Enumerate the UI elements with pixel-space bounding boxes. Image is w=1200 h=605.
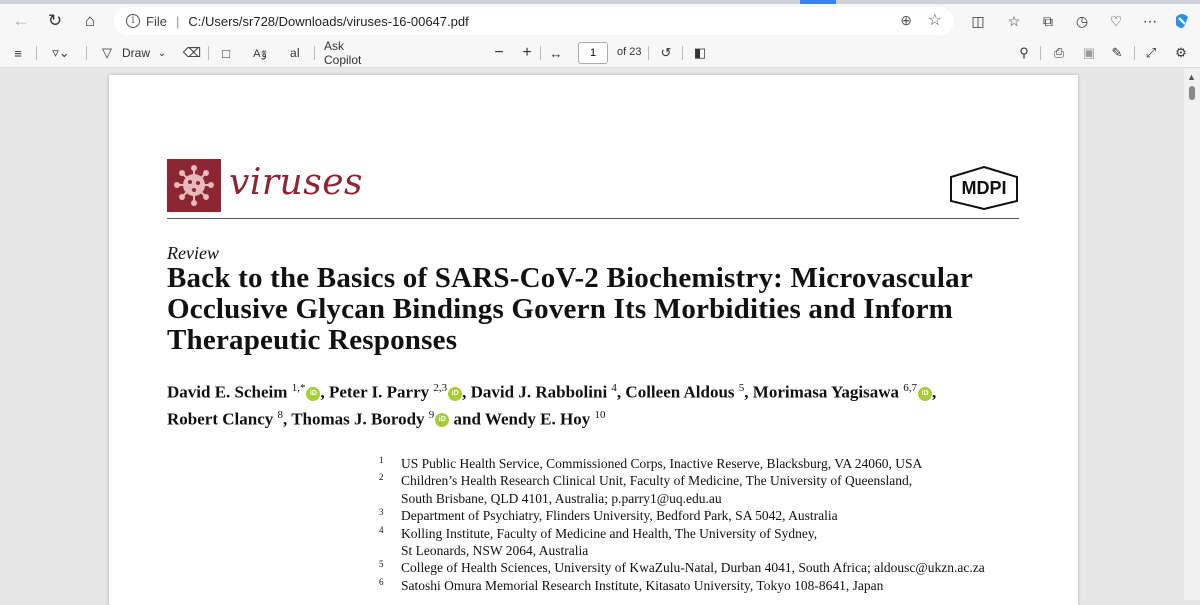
affiliation-text: South Brisbane, QLD 4101, Australia; p.parry1@uq.edu.au <box>401 490 722 506</box>
page-count-label: of 23 <box>617 46 642 58</box>
fullscreen-icon[interactable]: ⤢ <box>1145 45 1157 60</box>
affiliation-item <box>377 455 1017 472</box>
author-affiliation-number: 5 <box>738 382 745 394</box>
author-separator: , <box>462 382 471 402</box>
affiliation-number: 5 <box>379 559 384 570</box>
author-affiliation-number: 8 <box>277 408 283 421</box>
pdf-page <box>109 75 1078 605</box>
copilot-icon[interactable] <box>1170 10 1194 32</box>
author-list <box>167 377 1027 430</box>
history-icon[interactable]: ◷ <box>1075 12 1089 29</box>
affiliation-item <box>377 559 1017 576</box>
header-rule <box>167 218 1019 219</box>
affiliation-item <box>377 525 1017 560</box>
text-box-icon[interactable]: □ <box>222 45 230 61</box>
draw-icon[interactable]: ▽ <box>102 45 112 60</box>
toolbar-divider <box>1040 46 1041 60</box>
author-affiliation-number: 1,* <box>291 382 306 394</box>
scroll-up-arrow-icon[interactable]: ▲ <box>1187 72 1196 82</box>
author-affiliation-number: 4 <box>611 382 617 394</box>
affiliation-number: 2 <box>379 472 384 483</box>
author-name: David E. Scheim <box>167 382 292 402</box>
article-type: Review <box>167 243 219 263</box>
search-icon[interactable]: ⚲ <box>1019 45 1029 60</box>
journal-name: viruses <box>229 162 363 203</box>
highlight-icon[interactable]: ▿⌄ <box>52 45 70 60</box>
collections-icon[interactable]: ⧉ <box>1043 12 1053 29</box>
affiliation-text: College of Health Sciences, University of KwaZulu-Natal, Durban 4041, South Africa; aldousc@ukzn.ac.za <box>401 560 985 576</box>
toolbar-divider <box>682 46 683 60</box>
fit-to-width-icon[interactable]: ↔ <box>549 45 563 61</box>
settings-gear-icon[interactable]: ⚙ <box>1175 45 1187 60</box>
url-text[interactable]: C:/Users/sr728/Downloads/viruses-16-00647.pdf <box>188 13 469 29</box>
address-bar <box>0 4 1200 38</box>
print-icon[interactable]: ⎙ <box>1053 45 1065 60</box>
affiliation-text: Department of Psychiatry, Flinders University, Bedford Park, SA 5042, Australia <box>401 508 838 524</box>
author-affiliation-number: 6,7 <box>903 382 917 394</box>
page-view-icon[interactable]: ◧ <box>693 45 707 60</box>
draw-dropdown-chevron-icon[interactable]: ⌄ <box>157 47 167 59</box>
author-name: David J. Rabbolini <box>470 382 612 402</box>
author-name: Peter I. Parry <box>328 382 434 402</box>
url-field[interactable] <box>114 7 954 35</box>
author-affiliation-number: 10 <box>594 408 606 421</box>
zoom-out-icon[interactable]: − <box>494 44 504 61</box>
mdpi-logo-icon <box>947 165 1021 211</box>
save-as-icon[interactable]: ✎ <box>1111 45 1123 60</box>
toolbar-divider <box>314 46 315 60</box>
toolbar-divider <box>648 46 649 60</box>
orcid-icon[interactable]: iD <box>435 413 449 427</box>
affiliation-number: 1 <box>379 455 384 465</box>
author-separator: , <box>282 409 292 429</box>
article-title: Back to the Basics of SARS-CoV-2 Biochemistry: Microvascular Occlusive Glycan Bindings Govern Its Morbidities and Inform Therapeutic Responses <box>167 262 973 356</box>
author-name: Morimasa Yagisawa <box>752 382 904 402</box>
affiliation-list <box>377 455 1017 594</box>
orcid-icon[interactable]: iD <box>306 387 320 401</box>
eraser-icon[interactable]: ⌫ <box>182 45 202 60</box>
extensions-icon[interactable]: ♡ <box>1109 12 1123 29</box>
refresh-icon[interactable]: ↻ <box>47 11 63 30</box>
vertical-scrollbar[interactable] <box>1184 68 1200 600</box>
url-separator: | <box>175 13 180 29</box>
toolbar-divider <box>86 46 87 60</box>
url-scheme-label: File <box>146 13 167 29</box>
toolbar-divider <box>36 46 37 60</box>
toolbar-divider <box>208 46 209 60</box>
publisher-logo-text: MDPI <box>961 178 1007 198</box>
author-separator: , <box>320 382 329 402</box>
zoom-in-icon[interactable]: + <box>522 44 532 61</box>
save-icon[interactable]: ▣ <box>1082 45 1096 60</box>
affiliation-item <box>377 507 1017 524</box>
zoom-icon[interactable]: ⊕ <box>900 12 912 28</box>
affiliation-text: Children’s Health Research Clinical Unit, Faculty of Medicine, The University of Queensland, <box>401 473 913 489</box>
affiliation-number: 4 <box>379 524 384 535</box>
author-separator: , <box>932 382 937 402</box>
author-name: Wendy E. Hoy <box>484 409 595 429</box>
orcid-icon[interactable]: iD <box>918 387 932 401</box>
affiliation-number: 3 <box>379 507 384 518</box>
back-arrow-icon[interactable]: ← <box>12 11 30 30</box>
ask-copilot-button[interactable]: Ask Copilot <box>324 39 362 67</box>
home-icon[interactable]: ⌂ <box>84 11 96 30</box>
draw-button[interactable]: Draw <box>121 46 150 60</box>
affiliation-number: 6 <box>379 576 384 587</box>
scroll-thumb[interactable] <box>1189 86 1195 100</box>
author-separator: , <box>744 382 753 402</box>
split-screen-icon[interactable]: ◫ <box>971 12 985 29</box>
read-aloud-icon[interactable]: Aٷ <box>253 47 267 60</box>
affiliation-text: Kolling Institute, Faculty of Medicine and Health, The University of Sydney, <box>401 525 818 541</box>
affiliation-text: St Leonards, NSW 2064, Australia <box>401 543 589 559</box>
affiliation-item <box>377 472 1017 507</box>
author-affiliation-number: 2,3 <box>433 382 448 394</box>
info-icon[interactable]: i <box>126 14 140 28</box>
favorites-icon[interactable]: ☆ <box>1007 12 1021 29</box>
orcid-icon[interactable]: iD <box>448 387 462 401</box>
affiliation-text: Satoshi Omura Memorial Research Institute, Kitasato University, Tokyo 108-8641, Japan <box>401 577 884 593</box>
translate-icon[interactable]: aا <box>289 46 301 60</box>
author-name: Robert Clancy <box>167 409 278 429</box>
author-name: Thomas J. Borody <box>291 409 429 429</box>
affiliation-text: US Public Health Service, Commissioned Corps, Inactive Reserve, Blacksburg, VA 24060, USA <box>401 456 923 471</box>
virus-logo-icon <box>167 159 221 212</box>
page-number-input[interactable]: 1 <box>578 42 608 64</box>
affiliation-item <box>377 577 1017 594</box>
toolbar-divider <box>540 46 541 60</box>
author-affiliation-number: 9 <box>428 408 435 421</box>
contents-icon[interactable]: ≡ <box>14 45 22 61</box>
author-name: Colleen Aldous <box>625 382 739 402</box>
favorite-star-icon[interactable]: ☆ <box>927 12 942 29</box>
rotate-icon[interactable]: ↺ <box>660 45 672 60</box>
author-separator: , <box>616 382 626 402</box>
author-separator: and <box>449 409 485 429</box>
more-menu-icon[interactable]: ⋯ <box>1143 12 1157 29</box>
toolbar-divider <box>1134 46 1135 60</box>
